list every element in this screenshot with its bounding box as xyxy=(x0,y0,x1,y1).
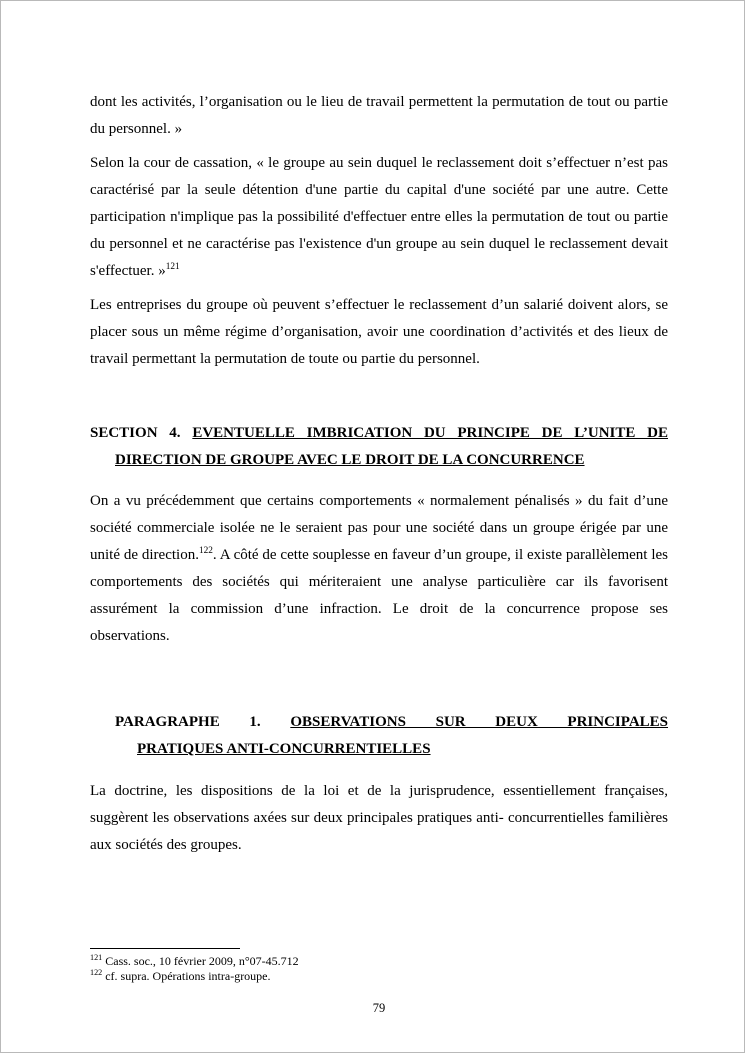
paragraph-unite-de-direction xyxy=(90,488,668,650)
paragraphe-1-heading xyxy=(115,709,668,763)
footnotes-section xyxy=(90,948,668,985)
footnote-ref-121: 121 xyxy=(165,262,180,272)
paragraph-text: Les entreprises du groupe où peuvent s’effectuer le reclassement d’un salarié doivent alors, se placer sous un même régime d’organisation, avoir une coordination d’activités et des lieux de travail permettant la permutation de toute ou partie du personnel. xyxy=(90,297,668,367)
paragraph-text: On a vu précédemment que certains comportements « normalement pénalisés » du fait d’une société commerciale isolée ne le seraient pas pour une société dans un groupe érigée par une unité de direction. xyxy=(90,493,668,563)
paragraph-text: Selon la cour de cassation, « le groupe au sein duquel le reclassement doit s’effectuer n’est pas caractérisé par la seule détention d'une partie du capital d'une société par une autre. Cette participation n'implique pas la possibilité d'effectuer entre elles la permutation de tout ou partie du personnel et ne caractérise pas l'existence d'un groupe au sein duquel le reclassement devait s'effectuer. » xyxy=(90,155,668,279)
section-title-part-2: DIRECTION DE GROUPE AVEC LE DROIT DE LA CONCURRENCE xyxy=(115,452,585,468)
footnote-121 xyxy=(90,954,668,970)
footnote-text: Cass. soc., 10 février 2009, n°07-45.712 xyxy=(105,953,299,968)
section-title-part-1: EVENTUELLE IMBRICATION DU PRINCIPE DE L’UNITE DE xyxy=(192,425,669,441)
paragraphe-1-heading-line-2 xyxy=(137,736,668,763)
paragraphe-title-part-1: OBSERVATIONS SUR DEUX PRINCIPALES xyxy=(290,714,669,730)
footnote-number-121: 121 xyxy=(90,952,103,962)
page-number: 79 xyxy=(372,1001,386,1015)
paragraph-text: La doctrine, les dispositions de la loi et de la jurisprudence, essentiellement françaises, suggèrent les observations axées sur deux principales pratiques anti- concurrentielles familières aux sociétés des groupes. xyxy=(90,783,668,853)
footnote-text: cf. supra. Opérations intra-groupe. xyxy=(105,969,271,984)
section-label: SECTION 4. xyxy=(90,425,181,441)
paragraph-entreprises-du-groupe xyxy=(90,292,668,373)
section-4-heading-line-2 xyxy=(115,447,668,474)
paragraph-cour-de-cassation xyxy=(90,150,668,285)
paragraphe-label: PARAGRAPHE 1. xyxy=(115,714,261,730)
section-4-heading-line-1 xyxy=(90,420,668,447)
section-4-heading xyxy=(90,420,668,474)
paragraphe-title-part-2: PRATIQUES ANTI-CONCURRENTIELLES xyxy=(137,741,431,757)
paragraph-doctrine xyxy=(90,778,668,859)
paragraph-permutation-quote-end xyxy=(90,89,668,143)
footnote-separator-rule xyxy=(90,948,240,949)
footnote-number-122: 122 xyxy=(90,968,103,978)
paragraph-text: dont les activités, l’organisation ou le lieu de travail permettent la permutation de tout ou partie du personnel. » xyxy=(90,94,668,137)
paragraphe-1-heading-line-1 xyxy=(115,709,668,736)
paragraph-text: . A côté de cette souplesse en faveur d’un groupe, il existe parallèlement les comportements des sociétés qui mériteraient une analyse particulière car ils favorisent assurément la commission d’une infraction. Le droit de la concurrence propose ses observations. xyxy=(90,547,668,644)
footnote-122 xyxy=(90,969,668,985)
footnote-ref-122: 122 xyxy=(198,546,213,556)
